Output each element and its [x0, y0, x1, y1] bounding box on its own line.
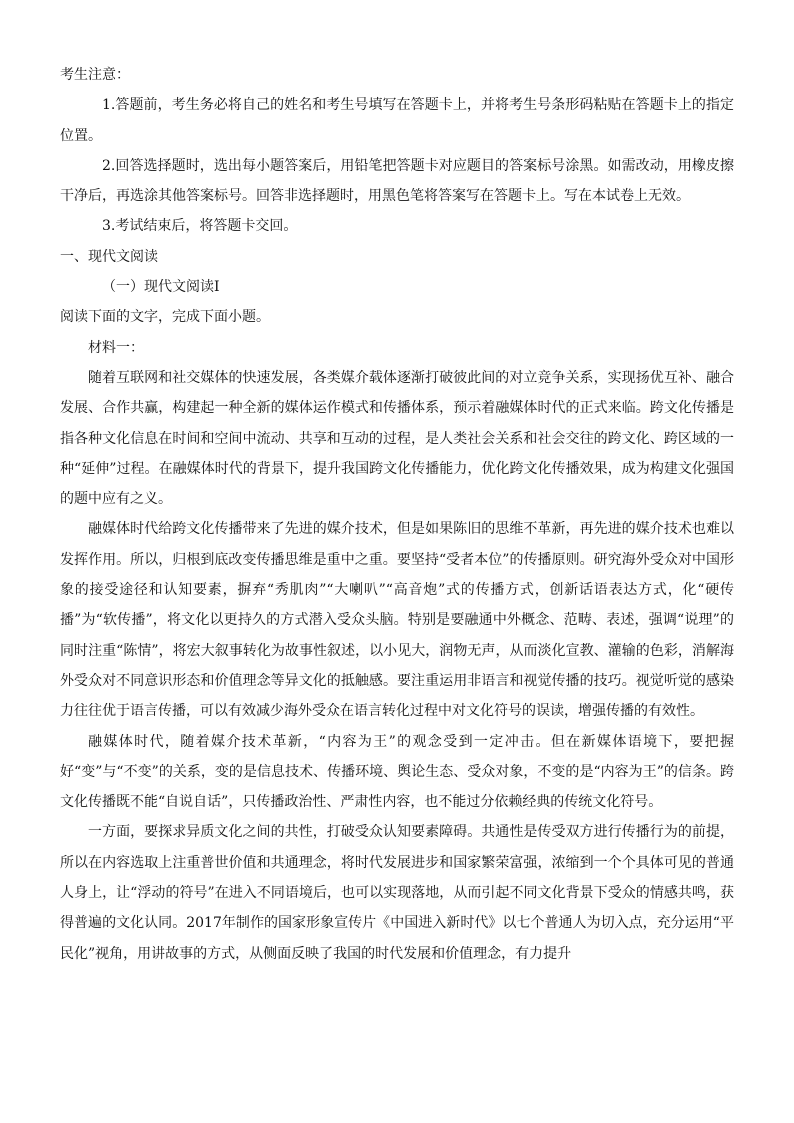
material-label: 材料一：	[88, 339, 144, 356]
paragraph-1: 随着互联网和社交媒体的快速发展，各类媒介载体逐渐打破彼此间的对立竞争关系，实现扬优互补、融合发展、合作共赢，构建起一种全新的媒体运作模式和传播体系，预示着融媒体时代的正式来临。跨文化传播是指各种文化信息在时间和空间中流动、共享和互动的过程，是人类社会关系和社会交往的跨文化、跨区域的一种“延伸”过程。在融媒体时代的背景下，提升我国跨文化传播能力，优化跨文化传播效果，成为构建文化强国的题中应有之义。	[60, 369, 734, 508]
notice-item-1: 1.答题前，考生务必将自己的姓名和考生号填写在答题卡上，并将考生号条形码粘贴在答题卡上的指定位置。	[60, 97, 734, 144]
notice-heading: 考生注意：	[60, 67, 130, 83]
reading-instruction: 阅读下面的文字，完成下面小题。	[60, 309, 270, 326]
paragraph-3: 融媒体时代，随着媒介技术革新，“内容为王”的观念受到一定冲击。但在新媒体语境下，要把握好“变”与“不变”的关系，变的是信息技术、传播环境、舆论生态、受众对象，不变的是“内容为王”的信条。跨文化传播既不能“自说自话”，只传播政治性、严肃性内容，也不能过分依赖经典的传统文化符号。	[60, 733, 734, 811]
paragraph-4: 一方面，要探求异质文化之间的共性，打破受众认知要素障碍。共通性是传受双方进行传播行为的前提，所以在内容选取上注重普世价值和共通理念，将时代发展进步和国家繁荣富强，浓缩到一个个具体可见的普通人身上，让“浮动的符号”在进入不同语境后，也可以实现落地，从而引起不同文化背景下受众的情感共鸣，获得普遍的文化认同。2017年制作的国家形象宣传片《中国进入新时代》以七个普通人为切入点，充分运用“平民化”视角，用讲故事的方式，从侧面反映了我国的时代发展和价值理念，有力提升	[60, 824, 734, 962]
notice-item-3: 3.考试结束后，将答题卡交回。	[102, 218, 298, 235]
exam-page	[60, 60, 734, 969]
notice-item-2: 2.回答选择题时，选出每小题答案后，用铅笔把答题卡对应题目的答案标号涂黑。如需改动，用橡皮擦干净后，再选涂其他答案标号。回答非选择题时，用黑色笔将答案写在答题卡上。写在本试卷上无效。	[60, 157, 734, 205]
section-subtitle: （一）现代文阅读Ⅰ	[102, 279, 220, 296]
section-title: 一、现代文阅读	[60, 248, 158, 265]
paragraph-2: 融媒体时代给跨文化传播带来了先进的媒介技术，但是如果陈旧的思维不革新，再先进的媒介技术也难以发挥作用。所以，归根到底改变传播思维是重中之重。要坚持“受者本位”的传播原则。研究海外受众对中国形象的接受途径和认知要素，摒弃“秀肌肉”“大喇叭”“高音炮”式的传播方式，创新话语表达方式，化“硬传播”为“软传播”，将文化以更持久的方式潜入受众头脑。特别是要融通中外概念、范畴、表述，强调“说理”的同时注重“陈情”，将宏大叙事转化为故事性叙述，以小见大，润物无声，从而淡化宣教、灌输的色彩，消解海外受众对不同意识形态和价值理念等异文化的抵触感。要注重运用非语言和视觉传播的技巧。视觉听觉的感染力往往优于语言传播，可以有效减少海外受众在语言转化过程中对文化符号的误读，增强传播的有效性。	[60, 521, 734, 720]
